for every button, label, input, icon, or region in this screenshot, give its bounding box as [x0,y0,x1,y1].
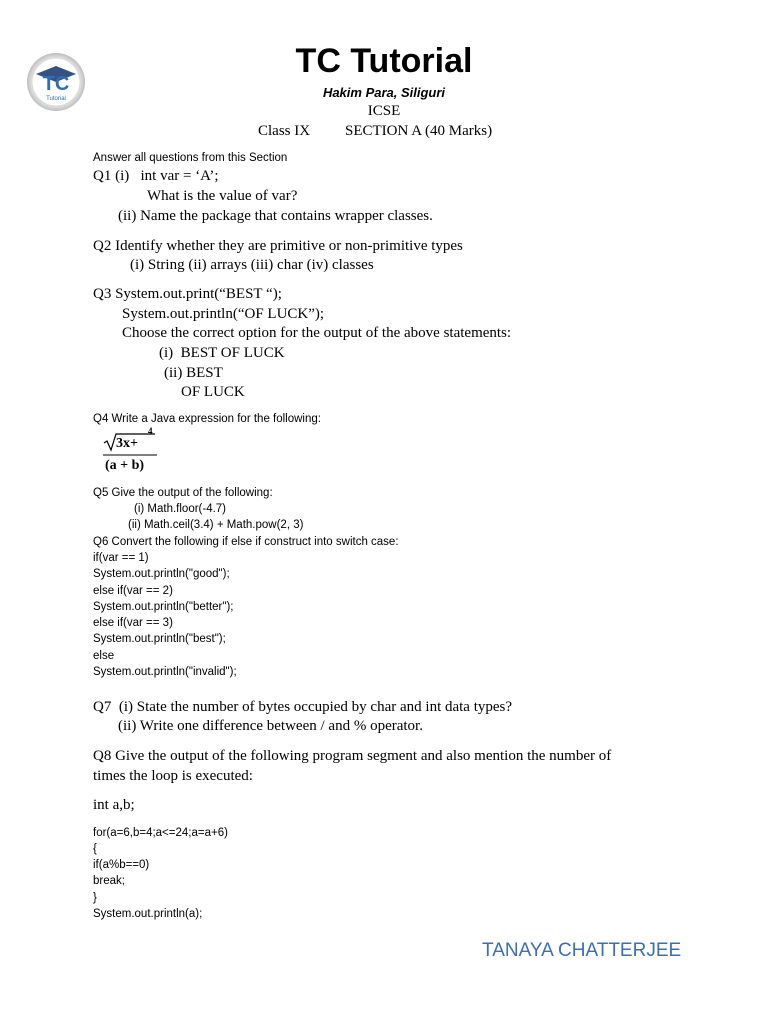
address: Hakim Para, Siliguri [322,85,446,100]
q6-line1: Q6 Convert the following if else if construct into switch case: [93,536,399,548]
q3-option-1: (i) BEST OF LUCK [159,345,285,361]
code-line: if(a%b==0) [93,859,150,871]
q3-line1: Q3 System.out.print(“BEST “); [93,286,282,302]
q3-line3: Choose the correct option for the output of the above statements: [122,325,512,341]
class-label: Class IX [258,123,311,139]
q5-part-i: (i) Math.floor(-4.7) [134,503,227,515]
code-line: System.out.println("good"); [93,568,230,580]
code-line: System.out.println("best"); [93,633,226,645]
code-line: else if(var == 3) [93,617,173,629]
q4-exponent: 4 [148,426,153,436]
code-line: for(a=6,b=4;a<=24;a=a+6) [93,827,228,839]
q1-line1: Q1 (i) int var = ‘A’; [93,168,219,184]
q7-line2: (ii) Write one difference between / and % operator. [118,718,423,734]
q4-denominator: (a + b) [105,458,145,473]
q2-line2: (i) String (ii) arrays (iii) char (iv) classes [130,257,374,273]
q1-line3: (ii) Name the package that contains wrapper classes. [118,208,433,224]
q8-line1: Q8 Give the output of the following program segment and also mention the number of [93,748,612,764]
code-line: break; [93,875,125,887]
q8-declaration: int a,b; [93,797,135,813]
code-line: { [93,843,97,855]
code-line: if(var == 1) [93,552,149,564]
code-line: else [93,650,115,662]
page-title: TC Tutorial [295,42,473,80]
code-line: System.out.println("better"); [93,601,234,613]
instruction: Answer all questions from this Section [93,152,288,164]
q4-line1: Q4 Write a Java expression for the following: [93,413,321,425]
q5-part-ii: (ii) Math.ceil(3.4) + Math.pow(2, 3) [128,519,304,531]
q5-line1: Q5 Give the output of the following: [93,487,273,499]
code-line: System.out.println("invalid"); [93,666,237,678]
q7-line1: Q7 (i) State the number of bytes occupied by char and int data types? [93,699,513,715]
code-line: else if(var == 2) [93,585,173,597]
code-line: } [93,892,97,904]
q3-option-2a: (ii) BEST [164,365,223,381]
section-label: SECTION A (40 Marks) [345,123,493,139]
q2-line1: Q2 Identify whether they are primitive or non-primitive types [93,238,463,254]
code-line: System.out.println(a); [93,908,203,920]
svg-text:TC: TC [42,73,70,95]
q8-line2: times the loop is executed: [93,768,253,784]
q3-line2: System.out.println(“OF LUCK”); [122,306,325,322]
author-name: TANAYA CHATTERJEE [482,940,682,961]
q1-line2: What is the value of var? [147,188,298,204]
q4-numerator: 3x+ [116,436,138,451]
q3-option-2b: OF LUCK [181,384,245,400]
board-name: ICSE [367,103,401,119]
svg-text:Tutorial: Tutorial [46,96,66,102]
